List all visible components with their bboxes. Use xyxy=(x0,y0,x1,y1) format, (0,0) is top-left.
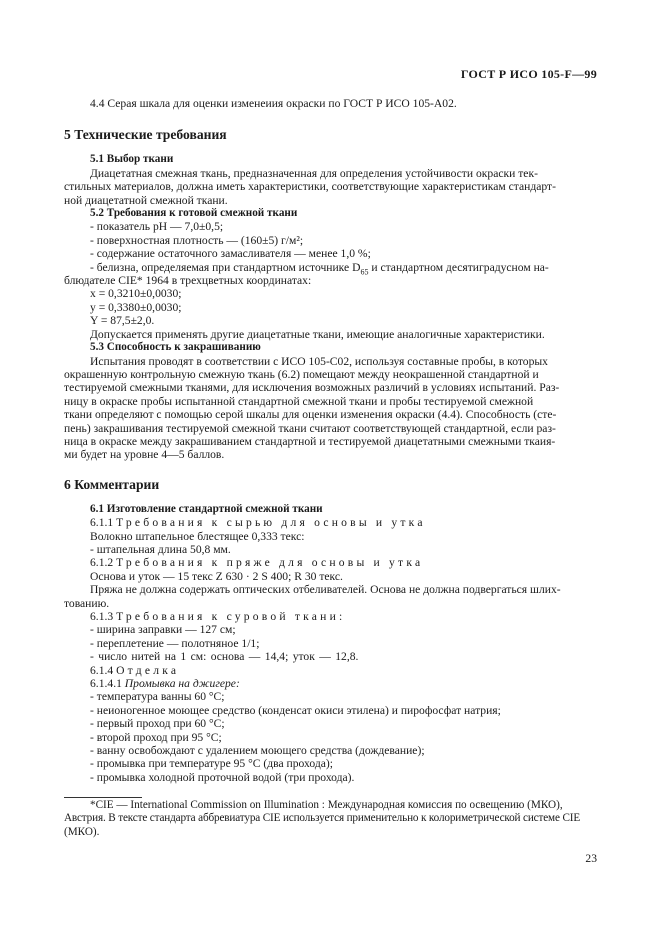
list-item: - показатель pH — 7,0±0,5; xyxy=(90,220,224,234)
section-5-3-line-5: ткани определяют с помощью серой шкалы для оценки изменения окраски (4.4). Способность (сте- xyxy=(64,408,557,422)
section-6-1-2-heading: 6.1.2 Требования к пряже для основы и утка xyxy=(90,556,424,570)
coordinate-y: y = 0,3380±0,0030; xyxy=(90,300,182,314)
list-item: Волокно штапельное блестящее 0,333 текс: xyxy=(90,529,305,543)
list-item: - температура ванны 60 °С; xyxy=(90,690,225,704)
section-5-3-line-1: Испытания проводят в соответствии с ИСО 105-С02, используя составные пробы, в которых xyxy=(90,354,548,368)
list-item: - неионогенное моющее средство (конденсат окиси этилена) и пирофосфат натрия; xyxy=(90,703,501,717)
illuminant-subscript: 65 xyxy=(360,266,369,276)
footnote-separator xyxy=(64,797,142,798)
footnote-line-1: *CIE — International Commission on Illumination : Международная комиссия по освещению (МКО), xyxy=(90,799,563,811)
section-5-1-line-2: стильных материалов, должна иметь характеристики, соответствующие характеристикам стандарт- xyxy=(64,180,556,194)
list-item: - поверхностная плотность — (160±5) г/м²; xyxy=(90,233,304,247)
page-number: 23 xyxy=(585,852,597,865)
section-5-3-line-3: тестируемой смежными тканями, для исключения возможных различий в условиях испытаний. Раз- xyxy=(64,381,560,395)
list-item: - переплетение — полотняное 1/1; xyxy=(90,636,260,650)
list-item: - промывка холодной проточной водой (три прохода). xyxy=(90,770,355,784)
section-5-3-line-8: ми будет на уровне 4—5 баллов. xyxy=(64,448,225,462)
allowed-fabrics-note: Допускается применять другие диацетатные ткани, имеющие аналогичные характеристики. xyxy=(90,327,545,341)
list-item-whiteness: - белизна, определяемая при стандартном источнике $D_{65}$ и стандартном десятиградусном на- xyxy=(90,260,549,276)
list-item: - ширина заправки — 127 см; xyxy=(90,623,236,637)
page-content xyxy=(64,97,598,784)
section-5-2-title: 5.2 Требования к готовой смежной ткани xyxy=(90,207,298,220)
coordinate-x: x = 0,3210±0,0030; xyxy=(90,287,182,301)
section-5-1-title: 5.1 Выбор ткани xyxy=(90,153,174,166)
list-item: - первый проход при 60 °С; xyxy=(90,717,225,731)
section-5-1-line-1: Диацетатная смежная ткань, предназначенная для определения устойчивости окраски тек- xyxy=(90,166,538,180)
section-6-title: 6 Комментарии xyxy=(64,476,160,492)
section-6-1-title: 6.1 Изготовление стандартной смежной ткани xyxy=(90,502,323,515)
section-6-1-4-heading: 6.1.4 Отделка xyxy=(90,663,180,677)
list-item: - штапельная длина 50,8 мм. xyxy=(90,542,231,556)
yarn-note-line-1: Пряжа не должна содержать оптических отбеливателей. Основа не должна подвергаться шлих- xyxy=(90,583,561,597)
whiteness-line-2: блюдателе CIE* 1964 в трехцветных координатах: xyxy=(64,274,312,288)
intro-paragraph: 4.4 Серая шкала для оценки изменеиия окраски по ГОСТ Р ИСО 105-А02. xyxy=(90,97,457,110)
section-6-1-4-1-heading: 6.1.4.1 Промывка на джигере: xyxy=(90,677,240,691)
section-5-3-line-2: окрашенную контрольную смежную ткань (6.2) помещают между неокрашенной стандартной и xyxy=(64,367,539,381)
section-5-3-line-6: пень) закрашивания тестируемой смежной ткани считают соответствующей стандартной, если раз- xyxy=(64,421,556,435)
section-6-1-3-heading: 6.1.3 Требования к суровой ткани: xyxy=(90,610,346,623)
document-header: ГОСТ Р ИСО 105-F—99 xyxy=(460,67,597,81)
footnote-line-2: Австрия. В тексте стандарта аббревиатура CIE используется применительно к колориметрической системе CIE xyxy=(64,812,581,825)
section-5-3-line-4: ницу в окраске пробы испытанной стандартной смежной ткани и пробы тестируемой смежной xyxy=(64,394,534,408)
list-item: - промывка при температуре 95 °С (два прохода); xyxy=(90,757,333,771)
list-item: - второй проход при 95 °С; xyxy=(90,730,222,744)
section-6-1-1-heading: 6.1.1 Требования к сырью для основы и утка xyxy=(90,516,426,530)
footnote xyxy=(64,799,598,839)
list-item: - число нитей на 1 см: основа — 14,4; уток — 12,8. xyxy=(90,650,359,664)
yarn-spec: Основа и уток — 15 текс Z 630 · 2 S 400; R 30 текс. xyxy=(90,569,343,583)
section-5-3-line-7: ница в окраске между закрашиванием стандартной и тестируемой диацетатными смежными ткаия- xyxy=(64,434,556,448)
yarn-note-line-2: тованию. xyxy=(64,596,110,610)
section-5-3-title: 5.3 Способность к закрашиванию xyxy=(90,341,261,354)
coordinate-Y: Y = 87,5±2,0. xyxy=(90,314,155,328)
section-5-title: 5 Технические требования xyxy=(64,127,227,143)
footnote-line-3: (МКО). xyxy=(64,825,100,838)
list-item: - ванну освобождают с удалением моющего средства (дождевание); xyxy=(90,744,425,758)
list-item: - содержание остаточного замасливателя — менее 1,0 %; xyxy=(90,247,371,261)
section-5-1-line-3: ной диацетатной смежной ткани. xyxy=(64,193,228,207)
